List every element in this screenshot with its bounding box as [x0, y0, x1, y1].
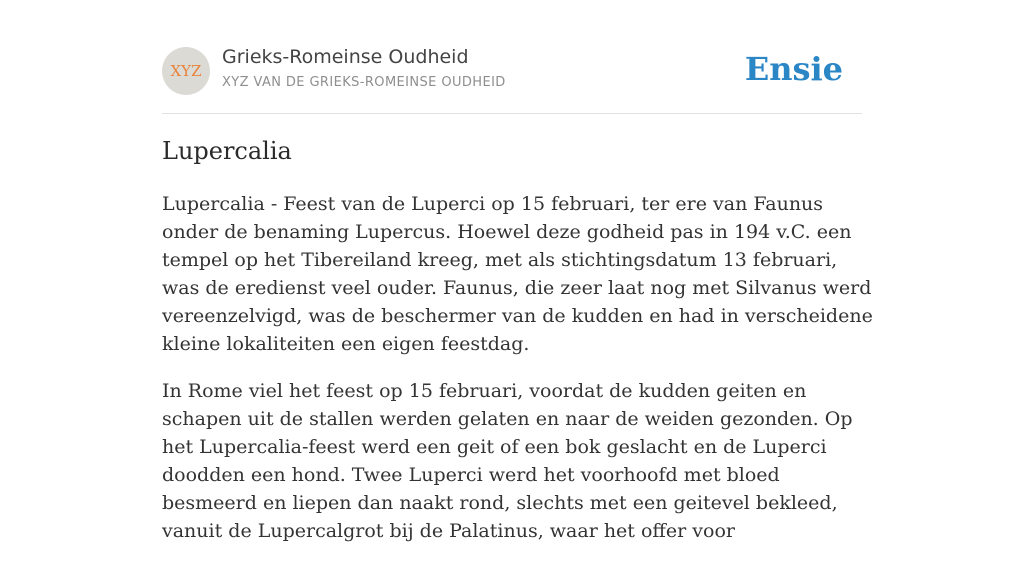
article-paragraph: In Rome viel het feest op 15 februari, voordat de kudden geiten en schapen uit de stallen werden gelaten en naar de weiden gezonden. Op het Lupercalia-feest werd een geit of een bok geslacht en de Luperci doodden een hond. Twee Luperci werd het voorhoofd met bloed besmeerd en liepen dan naakt rond, slechts met een geitevel bekleed, vanuit de Lupercalgrot bij de Palatinus, waar het offer voor	[162, 380, 853, 542]
source-header	[162, 46, 862, 96]
article-body	[162, 190, 874, 564]
article-title: Lupercalia	[162, 137, 292, 165]
avatar-text: XYZ	[170, 62, 202, 80]
source-title-link[interactable]: Grieks-Romeinse Oudheid	[222, 46, 469, 68]
ensie-logo-link[interactable]: Ensie	[744, 50, 843, 88]
article-paragraph: Lupercalia - Feest van de Luperci op 15 februari, ter ere van Faunus onder de benaming Lupercus. Hoewel deze godheid pas in 194 v.C. een tempel op het Tibereiland kreeg, met als stichtingsdatum 13 februari, was de eredienst veel ouder. Faunus, die zeer laat nog met Silvanus werd vereenzelvigd, was de beschermer van de kudden en had in verscheidene kleine lokaliteiten een eigen feestdag.	[162, 193, 873, 355]
header-divider	[162, 113, 862, 114]
source-subtitle: XYZ VAN DE GRIEKS-ROMEINSE OUDHEID	[222, 75, 506, 90]
source-avatar[interactable]	[162, 47, 210, 95]
